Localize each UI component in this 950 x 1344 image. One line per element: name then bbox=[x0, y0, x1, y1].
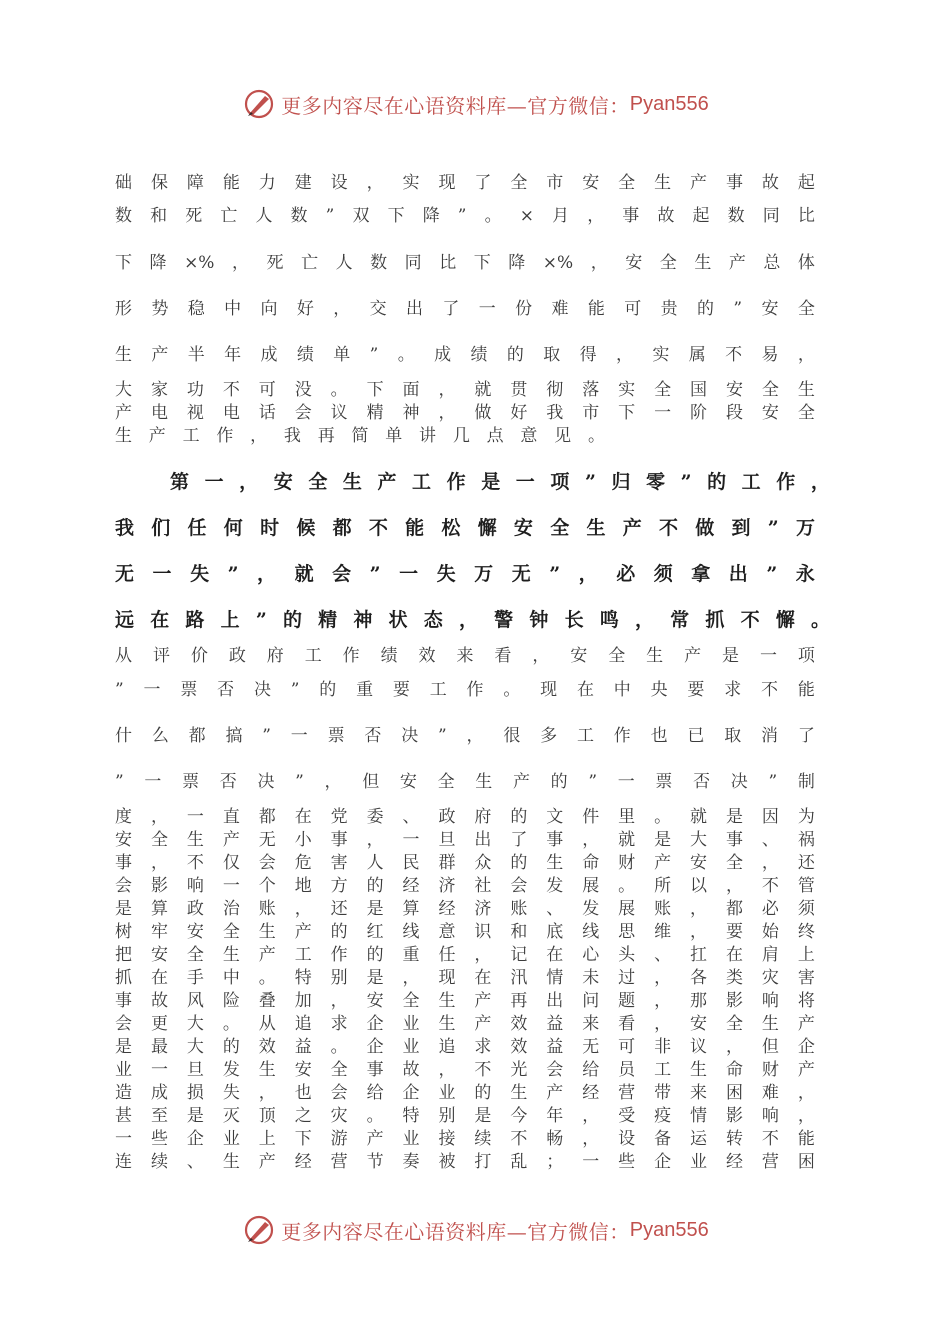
text-line: 数 和 死 亡 人 数 ” 双 下 降 ” 。 × 月 ， 事 故 起 数 同 比 bbox=[115, 206, 815, 226]
text-line: 生 产 半 年 成 绩 单 ” 。 成 绩 的 取 得 ， 实 属 不 易 ， bbox=[115, 345, 815, 365]
banner-text: 更多内容尽在心语资料库—官方微信： bbox=[281, 93, 630, 118]
text-line: 是 最 大 的 效 益 。 企 业 追 求 效 益 无 可 非 议 ， 但 企 bbox=[115, 1037, 815, 1057]
text-line: 度 ， 一 直 都 在 党 委 、 政 府 的 文 件 里 。 就 是 因 为 bbox=[115, 807, 815, 827]
text-line: 大 家 功 不 可 没 。 下 面 ， 就 贯 彻 落 实 全 国 安 全 生 bbox=[115, 380, 815, 400]
footer-banner bbox=[0, 1210, 950, 1250]
text-line: 业 一 旦 发 生 安 全 事 故 ， 不 光 会 给 员 工 生 命 财 产 bbox=[115, 1060, 815, 1080]
text-line: 从 评 价 政 府 工 作 绩 效 来 看 ， 安 全 生 产 是 一 项 bbox=[115, 646, 815, 666]
text-line: 会 影 响 一 个 地 方 的 经 济 社 会 发 展 。 所 以 ， 不 管 bbox=[115, 876, 815, 896]
header-banner bbox=[0, 84, 950, 124]
text-line: 连 续 、 生 产 经 营 节 奏 被 打 乱 ； 一 些 企 业 经 营 困 bbox=[115, 1152, 815, 1172]
text-line: 树 牢 安 全 生 产 的 红 线 意 识 和 底 线 思 维 ， 要 始 终 bbox=[115, 922, 815, 942]
text-line: 把 安 全 生 产 工 作 的 重 任 ， 记 在 心 头 、 扛 在 肩 上 bbox=[115, 945, 815, 965]
text-line: 甚 至 是 灭 顶 之 灾 。 特 别 是 今 年 ， 受 疫 情 影 响 ， bbox=[115, 1106, 815, 1126]
wechat-id: Pyan556 bbox=[629, 92, 709, 115]
text-line: 会 更 大 。 从 追 求 企 业 生 产 效 益 来 看 ， 安 全 生 产 bbox=[115, 1014, 815, 1034]
text-line: 造 成 损 失 ， 也 会 给 企 业 的 生 产 经 营 带 来 困 难 ， bbox=[115, 1083, 815, 1103]
wechat-id: Pyan556 bbox=[629, 1218, 709, 1241]
text-line: 下 降 ×% ， 死 亡 人 数 同 比 下 降 ×% ， 安 全 生 产 总 体 bbox=[115, 253, 815, 273]
text-line: 础 保 障 能 力 建 设 ， 实 现 了 全 市 安 全 生 产 事 故 起 bbox=[115, 173, 815, 193]
text-line: 第 一 ， 安 全 生 产 工 作 是 一 项 ” 归 零 ” 的 工 作 ， bbox=[170, 471, 830, 493]
text-line: 什 么 都 搞 ” 一 票 否 决 ” ， 很 多 工 作 也 已 取 消 了 bbox=[115, 726, 815, 746]
text-line: 一 些 企 业 上 下 游 产 业 接 续 不 畅 ， 设 备 运 转 不 能 bbox=[115, 1129, 815, 1149]
text-line: 无 一 失 ” ， 就 会 ” 一 失 万 无 ” ， 必 须 拿 出 ” 永 bbox=[115, 563, 815, 585]
text-line: 事 故 风 险 叠 加 ， 安 全 生 产 再 出 问 题 ， 那 影 响 将 bbox=[115, 991, 815, 1011]
text-line: ” 一 票 否 决 ” ， 但 安 全 生 产 的 ” 一 票 否 决 ” 制 bbox=[115, 772, 815, 792]
text-line: 事 ， 不 仅 会 危 害 人 民 群 众 的 生 命 财 产 安 全 ， 还 bbox=[115, 853, 815, 873]
text-line: 生 产 工 作 ， 我 再 简 单 讲 几 点 意 见 。 bbox=[115, 426, 605, 446]
text-line: 抓 在 手 中 。 特 别 是 ， 现 在 汛 情 未 过 ， 各 类 灾 害 bbox=[115, 968, 815, 988]
pen-nib-icon bbox=[241, 1212, 277, 1248]
text-line: 形 势 稳 中 向 好 ， 交 出 了 一 份 难 能 可 贵 的 ” 安 全 bbox=[115, 299, 815, 319]
banner-text: 更多内容尽在心语资料库—官方微信： bbox=[281, 1219, 630, 1244]
text-line: 安 全 生 产 无 小 事 ， 一 旦 出 了 事 ， 就 是 大 事 、 祸 bbox=[115, 830, 815, 850]
text-line: 我 们 任 何 时 候 都 不 能 松 懈 安 全 生 产 不 做 到 ” 万 bbox=[115, 517, 815, 539]
text-line: 是 算 政 治 账 ， 还 是 算 经 济 账 、 发 展 账 ， 都 必 须 bbox=[115, 899, 815, 919]
pen-nib-icon bbox=[241, 86, 277, 122]
text-line: 产 电 视 电 话 会 议 精 神 ， 做 好 我 市 下 一 阶 段 安 全 bbox=[115, 403, 815, 423]
text-line: 远 在 路 上 ” 的 精 神 状 态 ， 警 钟 长 鸣 ， 常 抓 不 懈 。 bbox=[115, 609, 830, 631]
text-line: ” 一 票 否 决 ” 的 重 要 工 作 。 现 在 中 央 要 求 不 能 bbox=[115, 680, 815, 700]
